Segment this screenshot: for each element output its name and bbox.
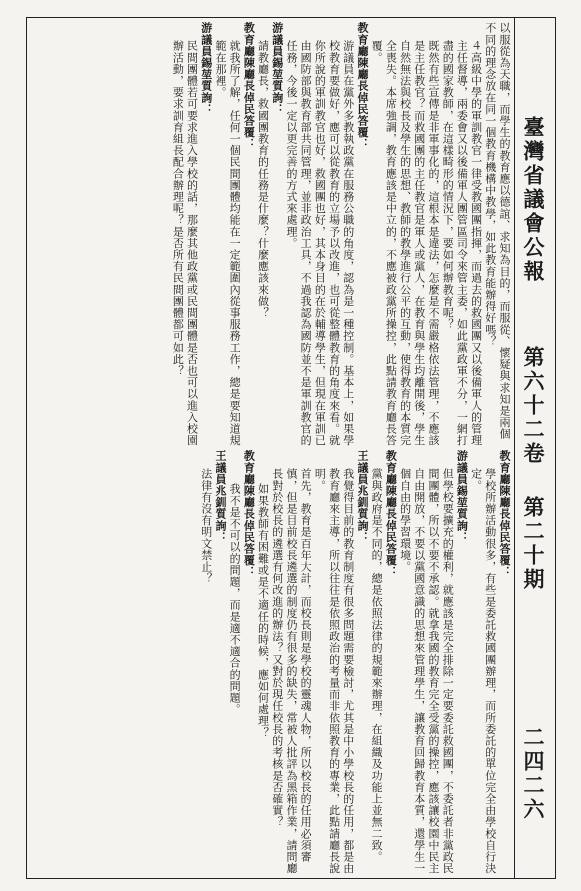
paragraph: 請教廳長，救國團教育的任務是什麼？什麼應該來做？ (256, 39, 270, 318)
paragraph: 既然有些宣傳是非軍事化的，這根本是違法，怎麼是不需嚴格依法管理，不應該是主任教官？而救國團的主任教官是軍人或黨人，在教育與學生均離開後，學生自然無法與校長及學生的思想、教師的教學進行公平的互動，使得教育的本質完全喪失。本席強調，教育應該是中立的，不應被政黨所操控，此點請教育廳長答覆。 (370, 39, 440, 446)
speaker-heading: 教育廳陳廳長倬民答覆： (384, 450, 398, 578)
paragraph: 首先，教育是百年大計，而校長則是學校的靈魂人物，所以校長的任用必須審慎，但是目前校長遴選的制度仍有很多的缺失，常被人批評為黑箱作業，請問廳長對於校長的遴選有何改進的辦法？又對於現任校長的考核是否確實？ (270, 467, 313, 874)
paragraph: 以服從為天職，而學生的教育應以德誼、求知為目的，而服從、懷疑與求知是兩個不同的理念放在同一個教育機構中教學，如此教育能辦得好嗎？ (483, 22, 511, 440)
page-frame (26, 17, 556, 879)
paragraph: 但學校要擴充的權利，就應該是完全排除一定要委託救國團，不委託者非黨政民間團體，所以不要不承認。就拿我國的教育完全受黨的操控，應該讓校園中民主自由開放，不要以黨國意識的思想來管理學生，讓教育回歸教育本質，還學生一個自由的學習環境。 (398, 467, 455, 874)
header-rule (514, 18, 515, 878)
issue-number: 第二十期 (521, 496, 546, 592)
speaker-heading: 教育廳陳廳長倬民答覆： (498, 450, 511, 578)
volume-number: 第六十二卷 (521, 346, 546, 466)
paragraph: 民間團體若可要求進入學校的話，那麼其他政黨或民間團體是否也可以進入校園辦活動，要求訓育組長配合辦理呢？是否所有民間團體都可如此？ (171, 39, 199, 446)
speaker-heading: 王議員兆釧質詢： (355, 450, 369, 543)
speaker-heading: 游議員錫堃質詢： (455, 450, 469, 543)
speaker-heading: 教育廳陳廳長倬民答覆： (242, 450, 256, 578)
paragraph: 學校所辦活動很多，有些是委託救國團辦理，而所委託的單位完全由學校自行決定。 (469, 467, 497, 874)
paragraph: 我不是不可以的問題，而是適不適合的問題。 (228, 483, 242, 715)
speaker-heading: 游議員錫堃質詢： (199, 22, 213, 115)
paragraph: ４高級中學的軍訓教官一律受教國團指揮，而過去的救國團又以後備軍人的管理主任督導，兩委會又以後備軍人團管區司令來管主委，如此黨政軍不分，一網打盡的國家教師，在這樣畸形的情況下，要如何辦教育呢？ (441, 39, 483, 446)
paragraph: 法律有沒有明文禁止？ (199, 467, 213, 584)
speaker-heading: 王議員兆釧質詢： (213, 450, 227, 543)
text-column-top (31, 22, 511, 449)
paragraph: 游議員在黨外多教執政黨在服務公職的角度，認為是一種控制。基本上，如果學校教育要做好，應可以從教育的立場予以改進，也可從整體教育的角度來看。就你所說的軍訓教官也好，救國團也好，其本身目的在於輔導學生，但現在軍訓已由國防部與教育部共同管理，並非政治工具，不過我認為國防並不是軍訓教官的任務，今後一定以更完善的方式來處理。 (284, 39, 355, 446)
speaker-heading: 游議員錫堃質詢： (270, 22, 284, 115)
speaker-heading: 教育廳陳廳長倬民答覆： (242, 22, 256, 150)
paragraph: 如果教師有困難或是不適任的時候，應如何處理？ (256, 483, 270, 739)
gazette-title: 臺灣省議會公報 (521, 116, 546, 284)
paragraph: 就我所了解，任何一個民間團體均能在一定範圍內從事服務工作，總是要知道規範在那裡。 (213, 39, 242, 446)
page-number: 二四二六 (521, 726, 546, 822)
speaker-heading: 教育廳陳廳長倬民答覆： (355, 22, 369, 150)
text-column-bottom (31, 450, 511, 874)
paragraph: 我覺得目前的教育制度有很多問題需要檢討，尤其是中小學校長的任用，都是由教育廳來主導，所以往往是依照政治的考量而非依照教育的專業，此點請廳長說明。 (313, 467, 355, 874)
header-strip (519, 26, 547, 872)
paragraph: 黨與政府是不同的，總是依照法律的規範來辦理，在組織及功能上並無二致。 (370, 467, 384, 862)
